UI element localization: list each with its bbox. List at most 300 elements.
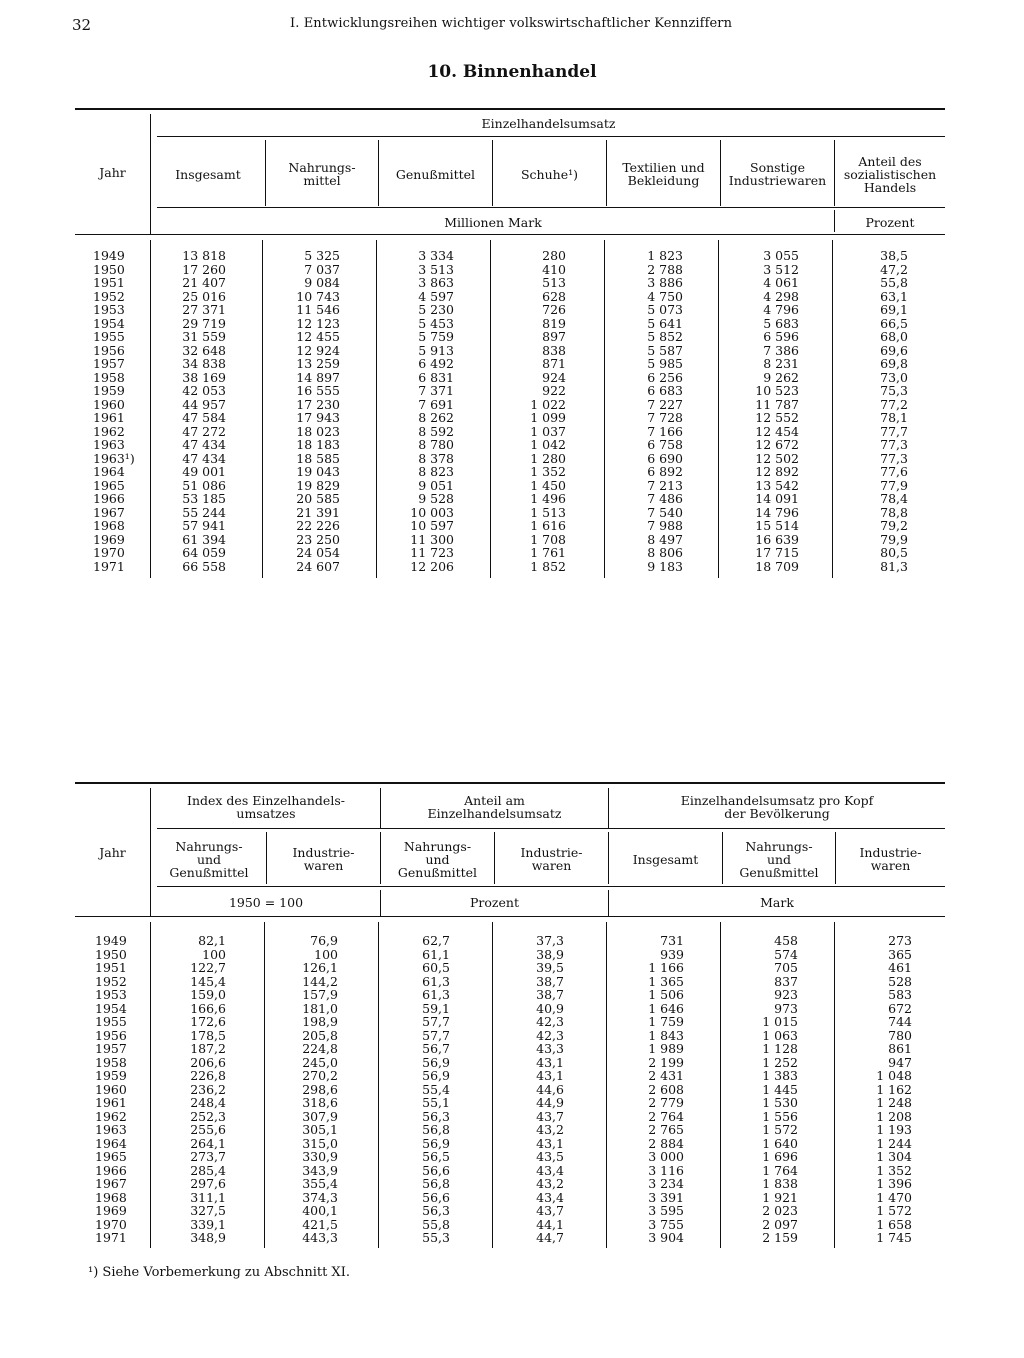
table-cell: 1968	[93, 518, 125, 533]
table-cell: 43,4	[536, 1189, 564, 1205]
table-cell: 3 055	[763, 248, 799, 263]
table1-top-rule	[75, 108, 945, 110]
table-cell: 198,9	[302, 1014, 338, 1029]
table-cell: 10 523	[755, 383, 799, 398]
table-cell: 1 383	[762, 1068, 798, 1083]
table-cell: 42,3	[536, 1014, 564, 1029]
table-cell: 583	[888, 987, 912, 1002]
table-cell: 59,1	[422, 1000, 450, 1016]
table-cell: 13 542	[755, 477, 799, 493]
table-cell: 78,8	[880, 504, 908, 520]
table-cell: 22 226	[296, 518, 340, 533]
table2-col-kopf-nahrung: Nahrungs- und Genußmittel	[739, 838, 819, 880]
table-cell: 705	[774, 960, 798, 975]
table-cell: 12 892	[755, 464, 799, 479]
table-cell: 3 391	[648, 1189, 684, 1205]
table-cell: 24 607	[296, 558, 340, 574]
table-cell: 77,3	[880, 450, 908, 466]
table-cell: 3 755	[648, 1216, 684, 1232]
table-cell: 1 764	[762, 1162, 798, 1178]
table-cell: 43,3	[536, 1041, 564, 1056]
table2-col-index-industrie: Industrie- waren	[292, 845, 355, 873]
table-cell: 20 585	[296, 491, 340, 506]
table-cell: 1956	[93, 342, 125, 358]
table-cell: 1 252	[762, 1054, 798, 1070]
table-cell: 8 262	[418, 410, 454, 425]
table-cell: 4 796	[763, 302, 799, 317]
table-cell: 939	[660, 946, 684, 962]
table-cell: 270,2	[302, 1068, 338, 1083]
table-cell: 56,8	[422, 1176, 450, 1191]
table-cell: 1 208	[876, 1108, 912, 1124]
table-cell: 3 512	[763, 261, 799, 277]
table-cell: 78,1	[880, 410, 908, 425]
table-cell: 837	[774, 973, 798, 989]
table-cell: 47 434	[182, 450, 226, 466]
table-cell: 7 213	[647, 477, 683, 493]
table-cell: 1957	[93, 356, 125, 371]
table1-textil	[604, 249, 683, 573]
table-cell: 11 723	[410, 545, 454, 560]
table-cell: 1 640	[762, 1135, 798, 1151]
table-cell: 18 183	[296, 437, 340, 452]
table-cell: 47 434	[182, 437, 226, 452]
table-cell: 410	[542, 261, 566, 277]
table-cell: 1952	[95, 973, 127, 989]
table-cell: 12 454	[755, 423, 799, 439]
table-cell: 1 496	[530, 491, 566, 506]
table-cell: 178,5	[190, 1027, 226, 1043]
table2-kopf-insgesamt	[606, 934, 684, 1245]
table-cell: 16 639	[755, 531, 799, 547]
table-cell: 66,5	[880, 315, 908, 331]
table-cell: 1 280	[530, 450, 566, 466]
table-cell: 12 502	[755, 450, 799, 466]
table-cell: 273	[888, 933, 912, 948]
table-cell: 1 365	[648, 973, 684, 989]
table-cell: 1970	[95, 1216, 127, 1232]
table-cell: 34 838	[182, 356, 226, 371]
table-cell: 159,0	[190, 987, 226, 1002]
table-cell: 297,6	[190, 1176, 226, 1191]
table-cell: 9 183	[647, 558, 683, 574]
table-cell: 55,8	[422, 1216, 450, 1232]
table-cell: 6 758	[647, 437, 683, 452]
table-cell: 285,4	[190, 1162, 226, 1178]
table-cell: 56,8	[422, 1122, 450, 1137]
table1-col-sonstige: Sonstige Industriewaren	[728, 160, 827, 188]
table-cell: 1959	[95, 1068, 127, 1083]
table1-unit-rule	[157, 207, 945, 208]
table-cell: 1965	[95, 1149, 127, 1164]
table-cell: 355,4	[302, 1176, 338, 1191]
table-cell: 25 016	[182, 288, 226, 304]
table-cell: 7 166	[647, 423, 683, 439]
table-cell: 69,6	[880, 342, 908, 358]
table-cell: 4 750	[647, 288, 683, 304]
table-cell: 16 555	[296, 383, 340, 398]
table-cell: 64 059	[182, 545, 226, 560]
table-cell: 1 445	[762, 1081, 798, 1097]
table-cell: 78,4	[880, 491, 908, 506]
table-cell: 400,1	[302, 1203, 338, 1218]
table-cell: 461	[888, 960, 912, 975]
table-cell: 38 169	[182, 369, 226, 385]
table-cell: 17 715	[755, 545, 799, 560]
table-cell: 838	[542, 342, 566, 358]
table-cell: 2 765	[648, 1122, 684, 1137]
table-cell: 62,7	[422, 933, 450, 948]
table-cell: 1958	[93, 369, 125, 385]
table-cell: 365	[888, 946, 912, 962]
table-cell: 12 455	[296, 329, 340, 344]
table-cell: 3 595	[648, 1203, 684, 1218]
table2-col-anteil-nahrung: Nahrungs- und Genußmittel	[397, 838, 478, 880]
table-cell: 32 648	[182, 342, 226, 358]
table-cell: 3 116	[648, 1162, 684, 1178]
table-cell: 924	[542, 369, 566, 385]
table2-anteil-nahrung	[378, 934, 450, 1245]
table-cell: 1963	[93, 437, 125, 452]
table-cell: 9 528	[418, 491, 454, 506]
table-cell: 2 884	[648, 1135, 684, 1151]
table-cell: 69,1	[880, 302, 908, 317]
table-cell: 1 696	[762, 1149, 798, 1164]
table-cell: 5 587	[647, 342, 683, 358]
table-cell: 49 001	[182, 464, 226, 479]
table-cell: 63,1	[880, 288, 908, 304]
table-cell: 7 540	[647, 504, 683, 520]
table-cell: 1 921	[762, 1189, 798, 1205]
table2-index-nahrung	[150, 934, 226, 1245]
table2-col-kopf-industrie: Industrie- waren	[859, 845, 922, 873]
table-cell: 2 779	[648, 1095, 684, 1110]
table-cell: 56,7	[422, 1041, 450, 1056]
table-cell: 1963	[95, 1122, 127, 1137]
table2-group-index: Index des Einzelhandels- umsatzes	[187, 793, 345, 821]
table2-kopf-nahrung	[720, 934, 798, 1245]
table-cell: 1 506	[648, 987, 684, 1002]
table-cell: 1952	[93, 288, 125, 304]
table1-genuss	[376, 249, 454, 573]
table-cell: 13 818	[182, 248, 226, 263]
table-cell: 11 787	[755, 396, 799, 412]
table-cell: 3 863	[418, 275, 454, 290]
table-cell: 871	[542, 356, 566, 371]
table-cell: 1 193	[876, 1122, 912, 1137]
table-cell: 7 371	[418, 383, 454, 398]
table-cell: 2 608	[648, 1081, 684, 1097]
table-cell: 55,4	[422, 1081, 450, 1097]
table-cell: 6 683	[647, 383, 683, 398]
table-cell: 1 646	[648, 1000, 684, 1016]
table1-col-textil: Textilien und Bekleidung	[622, 160, 705, 188]
table-cell: 44,9	[536, 1095, 564, 1110]
table-cell: 13 259	[296, 356, 340, 371]
table-cell: 43,7	[536, 1108, 564, 1124]
table-cell: 75,3	[880, 383, 908, 398]
table-cell: 5 913	[418, 342, 454, 358]
table-cell: 43,2	[536, 1176, 564, 1191]
table-cell: 1 708	[530, 531, 566, 547]
table-cell: 923	[774, 987, 798, 1002]
table-cell: 38,7	[536, 987, 564, 1002]
table-cell: 38,7	[536, 973, 564, 989]
table-cell: 672	[888, 1000, 912, 1016]
table1-col-nahrung: Nahrungs- mittel	[288, 160, 356, 188]
table-cell: 14 796	[755, 504, 799, 520]
table-cell: 126,1	[302, 960, 338, 975]
table1-group-label: Einzelhandelsumsatz	[481, 115, 616, 131]
table-cell: 1960	[95, 1081, 127, 1097]
table-cell: 17 943	[296, 410, 340, 425]
table-cell: 1955	[95, 1014, 127, 1029]
table-cell: 60,5	[422, 960, 450, 975]
table-cell: 1 513	[530, 504, 566, 520]
table-cell: 43,4	[536, 1162, 564, 1178]
table-cell: 1970	[93, 545, 125, 560]
table2-unit-rule	[157, 886, 945, 887]
table-cell: 24 054	[296, 545, 340, 560]
table-cell: 1 128	[762, 1041, 798, 1056]
table-cell: 8 592	[418, 423, 454, 439]
table-cell: 12 206	[410, 558, 454, 574]
table-cell: 9 084	[304, 275, 340, 290]
table-cell: 528	[888, 973, 912, 989]
table2-body-rule	[75, 916, 945, 917]
table-cell: 181,0	[302, 1000, 338, 1016]
table-cell: 187,2	[190, 1041, 226, 1056]
table1-insgesamt	[150, 249, 226, 573]
table-cell: 1 572	[876, 1203, 912, 1218]
table-cell: 280	[542, 248, 566, 263]
table-cell: 1 015	[762, 1014, 798, 1029]
table-cell: 12 924	[296, 342, 340, 358]
table-cell: 100	[202, 946, 226, 962]
table2-kopf-industrie	[834, 934, 912, 1245]
table-cell: 11 300	[410, 531, 454, 547]
table-cell: 1 658	[876, 1216, 912, 1232]
table-cell: 40,9	[536, 1000, 564, 1016]
table-cell: 9 051	[418, 477, 454, 493]
table-cell: 5 641	[647, 315, 683, 331]
table2-years	[95, 934, 127, 1245]
table-cell: 1968	[95, 1189, 127, 1205]
table-cell: 1965	[93, 477, 125, 493]
table-cell: 1 616	[530, 518, 566, 533]
table-cell: 77,3	[880, 437, 908, 452]
table-cell: 574	[774, 946, 798, 962]
table-cell: 1960	[93, 396, 125, 412]
table-cell: 12 672	[755, 437, 799, 452]
table-cell: 56,3	[422, 1203, 450, 1218]
table-cell: 5 230	[418, 302, 454, 317]
table-cell: 1 745	[876, 1230, 912, 1245]
table-cell: 3 886	[647, 275, 683, 290]
table-cell: 780	[888, 1027, 912, 1043]
table1-col-genuss: Genußmittel	[395, 166, 476, 182]
table-cell: 7 728	[647, 410, 683, 425]
table-cell: 43,1	[536, 1054, 564, 1070]
table1-body-rule	[75, 234, 945, 235]
table-cell: 29 719	[182, 315, 226, 331]
table-cell: 1 396	[876, 1176, 912, 1191]
table-cell: 27 371	[182, 302, 226, 317]
table-cell: 628	[542, 288, 566, 304]
table-cell: 1962	[95, 1108, 127, 1124]
table-cell: 1 166	[648, 960, 684, 975]
table-cell: 726	[542, 302, 566, 317]
table-cell: 43,5	[536, 1149, 564, 1164]
table-cell: 2 431	[648, 1068, 684, 1083]
table-cell: 4 061	[763, 275, 799, 290]
table-cell: 6 596	[763, 329, 799, 344]
table-cell: 38,9	[536, 946, 564, 962]
table2-col-anteil-industrie: Industrie- waren	[520, 845, 583, 873]
table-cell: 861	[888, 1041, 912, 1056]
table-cell: 6 831	[418, 369, 454, 385]
table-cell: 1961	[95, 1095, 127, 1110]
table-cell: 73,0	[880, 369, 908, 385]
table-cell: 144,2	[302, 973, 338, 989]
table1-col-year: Jahr	[99, 164, 126, 180]
table-cell: 1969	[93, 531, 125, 547]
table-cell: 66 558	[182, 558, 226, 574]
table-cell: 7 227	[647, 396, 683, 412]
table-cell: 76,9	[310, 933, 338, 948]
table-cell: 1 099	[530, 410, 566, 425]
table-cell: 1964	[95, 1135, 127, 1151]
table-cell: 1 352	[530, 464, 566, 479]
table-cell: 43,2	[536, 1122, 564, 1137]
table-cell: 248,4	[190, 1095, 226, 1110]
table-cell: 1 761	[530, 545, 566, 560]
table-cell: 2 023	[762, 1203, 798, 1218]
table-cell: 6 892	[647, 464, 683, 479]
table-cell: 1 162	[876, 1081, 912, 1097]
table-cell: 6 690	[647, 450, 683, 466]
table1-schuhe	[490, 249, 566, 573]
table2-unit-mark: Mark	[760, 894, 794, 910]
table-cell: 61,1	[422, 946, 450, 962]
table-cell: 4 597	[418, 288, 454, 304]
table-cell: 61,3	[422, 973, 450, 989]
table-cell: 1953	[95, 987, 127, 1002]
table-cell: 17 260	[182, 261, 226, 277]
table-cell: 79,9	[880, 531, 908, 547]
table-cell: 8 823	[418, 464, 454, 479]
table-cell: 421,5	[302, 1216, 338, 1232]
table-cell: 1964	[93, 464, 125, 479]
table-cell: 2 199	[648, 1054, 684, 1070]
table-cell: 5 325	[304, 248, 340, 263]
table-cell: 8 378	[418, 450, 454, 466]
table2-index-industrie	[264, 934, 338, 1245]
table-cell: 443,3	[302, 1230, 338, 1245]
table2-col-year: Jahr	[99, 844, 126, 860]
table2-unit-index: 1950 = 100	[228, 894, 304, 910]
table-cell: 61 394	[182, 531, 226, 547]
table-cell: 819	[542, 315, 566, 331]
table-cell: 1961	[93, 410, 125, 425]
table-cell: 38,5	[880, 248, 908, 263]
table-cell: 6 492	[418, 356, 454, 371]
table2-top-rule	[75, 782, 945, 784]
table2-col-index-nahrung: Nahrungs- und Genußmittel	[169, 838, 249, 880]
table-cell: 1951	[95, 960, 127, 975]
table-cell: 10 743	[296, 288, 340, 304]
table-cell: 1 063	[762, 1027, 798, 1043]
table-cell: 330,9	[302, 1149, 338, 1164]
table-cell: 19 043	[296, 464, 340, 479]
table-cell: 1 042	[530, 437, 566, 452]
table-cell: 77,6	[880, 464, 908, 479]
table-cell: 922	[542, 383, 566, 398]
table-cell: 1949	[95, 933, 127, 948]
table-cell: 14 091	[755, 491, 799, 506]
table-cell: 1 838	[762, 1176, 798, 1191]
table-cell: 5 759	[418, 329, 454, 344]
table-cell: 8 806	[647, 545, 683, 560]
table-cell: 1949	[93, 248, 125, 263]
table-cell: 7 037	[304, 261, 340, 277]
table-cell: 1954	[93, 315, 125, 331]
table-cell: 39,5	[536, 960, 564, 975]
table-cell: 44,6	[536, 1081, 564, 1097]
table-cell: 9 262	[763, 369, 799, 385]
table-cell: 55,3	[422, 1230, 450, 1245]
table-cell: 236,2	[190, 1081, 226, 1097]
table-cell: 3 904	[648, 1230, 684, 1245]
table-cell: 122,7	[190, 960, 226, 975]
table-cell: 42,3	[536, 1027, 564, 1043]
table-cell: 315,0	[302, 1135, 338, 1151]
table-cell: 311,1	[190, 1189, 226, 1205]
table-cell: 37,3	[536, 933, 564, 948]
table-cell: 1958	[95, 1054, 127, 1070]
table-cell: 305,1	[302, 1122, 338, 1137]
table-cell: 82,1	[198, 933, 226, 948]
table-cell: 53 185	[182, 491, 226, 506]
table-cell: 264,1	[190, 1135, 226, 1151]
table1-unit-main: Millionen Mark	[444, 214, 542, 230]
table-cell: 6 256	[647, 369, 683, 385]
table2-group-rule	[157, 828, 945, 829]
table-cell: 7 691	[418, 396, 454, 412]
table-cell: 44,7	[536, 1230, 564, 1245]
table-cell: 7 486	[647, 491, 683, 506]
table-cell: 3 234	[648, 1176, 684, 1191]
table-cell: 1 989	[648, 1041, 684, 1056]
table-cell: 56,9	[422, 1135, 450, 1151]
table-cell: 273,7	[190, 1149, 226, 1164]
table-cell: 14 897	[296, 369, 340, 385]
table-cell: 1 852	[530, 558, 566, 574]
table-cell: 56,6	[422, 1189, 450, 1205]
table-cell: 21 391	[296, 504, 340, 520]
table-cell: 1 759	[648, 1014, 684, 1029]
table-cell: 1 022	[530, 396, 566, 412]
table-cell: 42 053	[182, 383, 226, 398]
table-cell: 80,5	[880, 545, 908, 560]
table-cell: 1959	[93, 383, 125, 398]
table-cell: 7 386	[763, 342, 799, 358]
table-cell: 166,6	[190, 1000, 226, 1016]
table-cell: 731	[660, 933, 684, 948]
table-cell: 307,9	[302, 1108, 338, 1124]
table-cell: 3 000	[648, 1149, 684, 1164]
table-cell: 57,7	[422, 1014, 450, 1029]
